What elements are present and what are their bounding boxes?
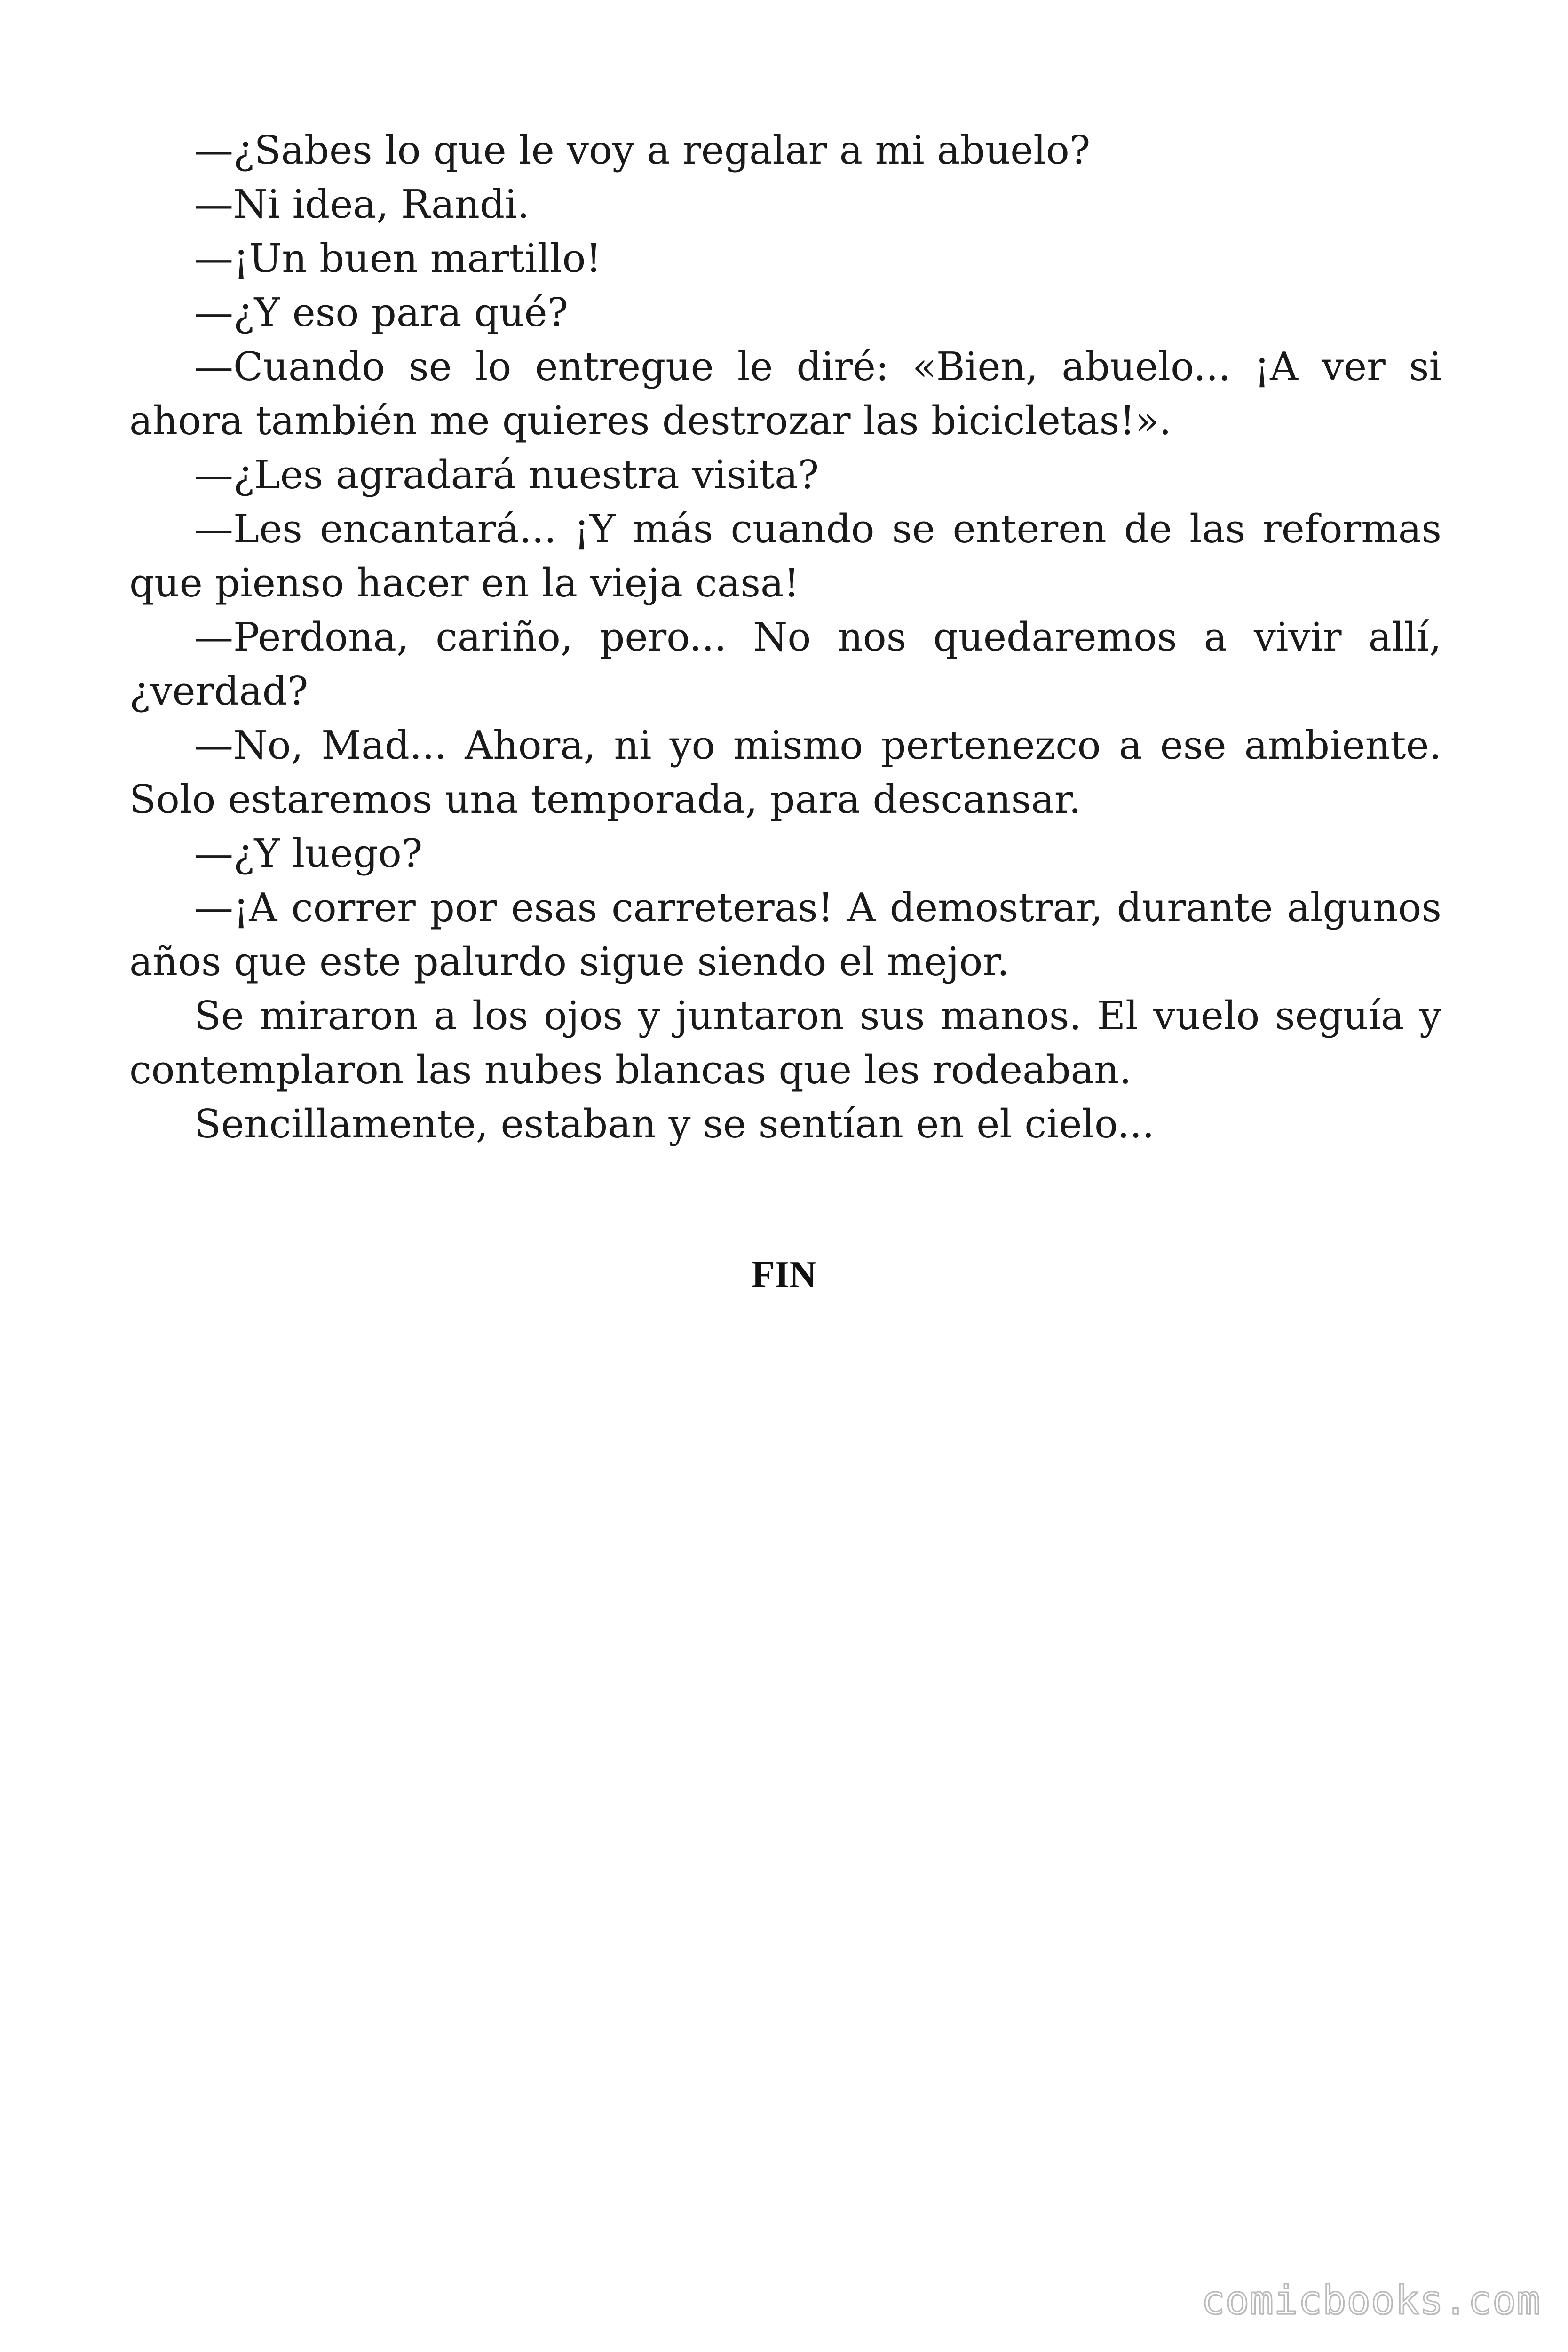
dialogue-line: —¿Y luego? (194, 831, 423, 876)
dialogue-line: —Ni idea, Randi. (194, 182, 530, 227)
story-text (129, 123, 1441, 1151)
dialogue-line: —¿Sabes lo que le voy a regalar a mi abuelo? (194, 127, 1091, 173)
dialogue-line: —¿Les agradará nuestra visita? (194, 452, 819, 498)
dialogue-line: —¡Un buen martillo! (194, 236, 602, 281)
dialogue-line: —¡A correr por esas carreteras! A demostrar, durante algunos años que este palurdo sigue siendo el mejor. (129, 885, 1441, 985)
narration-paragraph: Sencillamente, estaban y se sentían en el cielo... (194, 1101, 1155, 1147)
site-watermark: comicbooks.com (1201, 2277, 1541, 2323)
dialogue-line: —Perdona, cariño, pero... No nos quedaremos a vivir allí, ¿verdad? (129, 614, 1441, 714)
dialogue-line: —Cuando se lo entregue le diré: «Bien, abuelo... ¡A ver si ahora también me quieres destrozar las bicicletas!». (129, 344, 1441, 444)
dialogue-line: —Les encantará... ¡Y más cuando se enteren de las reformas que pienso hacer en la vieja casa! (129, 506, 1441, 606)
dialogue-line: —No, Mad... Ahora, ni yo mismo pertenezco a ese ambiente. Solo estaremos una temporada, para descansar. (129, 723, 1441, 822)
narration-paragraph: Se miraron a los ojos y juntaron sus manos. El vuelo seguía y contemplaron las nubes blancas que les rodeaban. (129, 993, 1441, 1093)
dialogue-line: —¿Y eso para qué? (194, 290, 569, 335)
end-heading: FIN (752, 1254, 816, 1295)
